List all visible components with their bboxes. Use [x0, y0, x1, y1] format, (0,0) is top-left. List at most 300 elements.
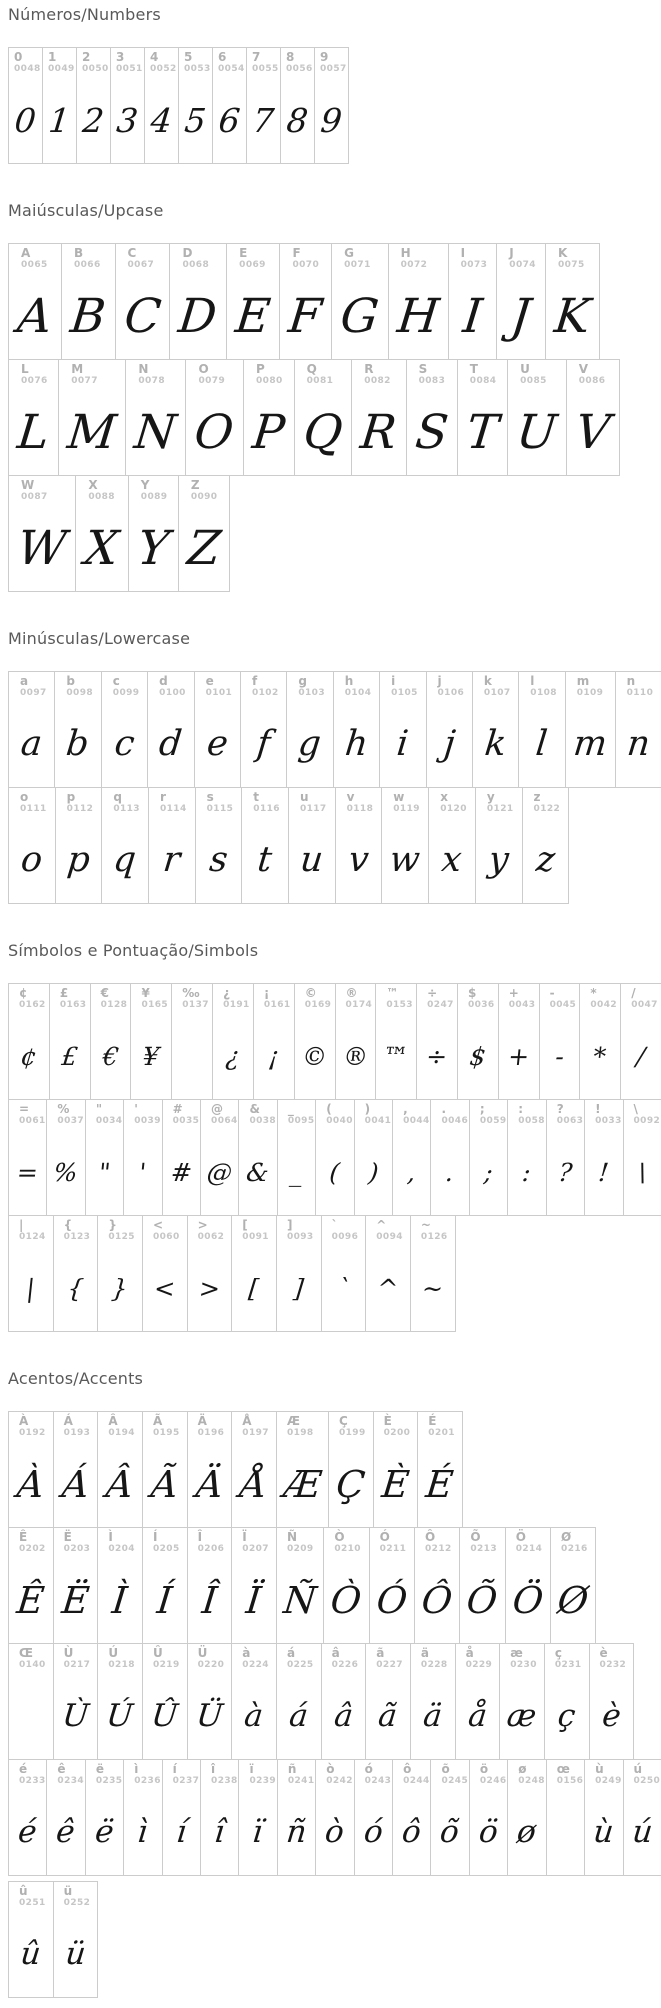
char-cell-header — [481, 672, 510, 698]
char-cell-header — [422, 1528, 452, 1554]
char-glyph: ö — [472, 1786, 505, 1875]
char-cell — [321, 1643, 367, 1760]
char-label: S — [419, 363, 448, 376]
char-glyph: 5 — [176, 74, 214, 163]
char-glyph: 7 — [244, 74, 282, 163]
char-label: Œ — [19, 1647, 46, 1660]
char-glyph: ç — [547, 1670, 586, 1759]
char-cell — [550, 1527, 596, 1644]
char-glyph: i — [383, 698, 422, 787]
char-code: 0115 — [207, 805, 234, 814]
char-glyph: N — [131, 386, 181, 475]
char-code: 0220 — [198, 1661, 225, 1670]
section-title: Números/Numbers — [8, 5, 661, 24]
char-label: . — [441, 1103, 461, 1116]
char-grid — [8, 671, 661, 904]
char-code: 0233 — [19, 1777, 39, 1786]
char-cell-header — [131, 1100, 154, 1126]
char-code: 0207 — [242, 1545, 269, 1554]
char-code: 0048 — [14, 65, 40, 74]
char-label: H — [401, 247, 439, 260]
char-glyph: A — [13, 270, 56, 359]
char-label: + — [509, 987, 532, 1000]
char-glyph: Â — [101, 1438, 140, 1527]
char-code: 0200 — [384, 1429, 411, 1438]
char-code: 0052 — [150, 65, 176, 74]
char-grid-row — [8, 359, 661, 476]
char-code: 0049 — [48, 65, 74, 74]
char-glyph: H — [393, 270, 443, 359]
char-cell — [42, 47, 77, 164]
char-label: T — [470, 363, 498, 376]
char-cell — [8, 1099, 47, 1216]
char-cell — [53, 1881, 99, 1998]
char-glyph: ã — [369, 1670, 408, 1759]
char-code: 0089 — [141, 493, 169, 502]
char-cell — [623, 1759, 661, 1876]
char-glyph: Z — [183, 502, 225, 591]
char-cell-header — [61, 1644, 91, 1670]
char-code: 0238 — [211, 1777, 231, 1786]
char-cell-header — [400, 1760, 423, 1786]
char-label: ] — [287, 1219, 314, 1232]
char-glyph: Û — [145, 1670, 184, 1759]
char-code: 0196 — [198, 1429, 225, 1438]
char-cell — [392, 1759, 431, 1876]
char-code: 0232 — [600, 1661, 627, 1670]
char-glyph — [11, 1670, 50, 1759]
char-cell-header — [631, 1760, 654, 1786]
char-label: > — [198, 1219, 225, 1232]
char-label: ò — [326, 1763, 346, 1776]
char-cell-header — [61, 1216, 91, 1242]
char-cell-header — [261, 984, 287, 1010]
char-glyph: U — [512, 386, 561, 475]
char-cell-header — [377, 1528, 407, 1554]
char-cell-header — [57, 984, 83, 1010]
char-label: Â — [108, 1415, 135, 1428]
char-label: œ — [557, 1763, 577, 1776]
char-cell-header — [113, 48, 142, 74]
char-cell — [246, 47, 281, 164]
char-label: Å — [242, 1415, 269, 1428]
char-cell — [194, 671, 241, 788]
char-code: 0068 — [182, 261, 217, 270]
char-label: Ó — [380, 1531, 407, 1544]
char-glyph: ò — [319, 1786, 352, 1875]
char-code: 0101 — [206, 689, 232, 698]
char-label: \ — [634, 1103, 654, 1116]
char-cell — [505, 1527, 551, 1644]
char-code: 0113 — [113, 805, 140, 814]
char-glyph: ! — [587, 1126, 620, 1215]
char-glyph: ] — [279, 1242, 318, 1331]
char-label: à — [242, 1647, 269, 1660]
char-glyph: Ë — [56, 1554, 95, 1643]
char-glyph: m — [569, 698, 611, 787]
char-glyph: W — [13, 502, 71, 591]
char-code: 0237 — [173, 1777, 193, 1786]
char-glyph: F — [285, 270, 327, 359]
char-code: 0122 — [534, 805, 561, 814]
char-code: 0227 — [376, 1661, 403, 1670]
char-code: 0072 — [401, 261, 439, 270]
char-glyph: Æ — [279, 1438, 325, 1527]
char-glyph: < — [145, 1242, 184, 1331]
char-code: 0083 — [419, 377, 448, 386]
char-cell-header — [336, 1412, 366, 1438]
char-label: ¥ — [141, 987, 164, 1000]
char-cell-header — [329, 1644, 359, 1670]
char-label: h — [345, 675, 371, 688]
char-glyph: 9 — [312, 74, 350, 163]
char-cell-header — [105, 1216, 135, 1242]
char-label: ù — [595, 1763, 615, 1776]
char-label: ó — [365, 1763, 385, 1776]
char-cell — [280, 47, 315, 164]
char-glyph: 4 — [142, 74, 180, 163]
char-label: ™ — [386, 987, 409, 1000]
char-cell — [416, 983, 458, 1100]
char-label: 1 — [48, 51, 74, 64]
char-code: 0224 — [242, 1661, 269, 1670]
char-cell — [130, 983, 172, 1100]
char-cell-header — [531, 788, 561, 814]
char-glyph: € — [93, 1010, 128, 1099]
char-label: í — [173, 1763, 193, 1776]
section-title: Minúsculas/Lowercase — [8, 629, 661, 648]
char-cell — [457, 359, 508, 476]
char-cell-header — [16, 1216, 46, 1242]
char-cell-header — [85, 476, 118, 502]
char-glyph: ~ — [413, 1242, 452, 1331]
char-label: Q — [307, 363, 343, 376]
char-label: m — [577, 675, 607, 688]
char-cell — [185, 359, 244, 476]
char-cell-header — [93, 1100, 116, 1126]
char-cell-header — [527, 672, 556, 698]
char-cell-header — [179, 244, 217, 270]
char-glyph: Õ — [463, 1554, 503, 1643]
char-code: 0118 — [347, 805, 374, 814]
char-cell-header — [68, 360, 116, 386]
char-glyph: T — [462, 386, 503, 475]
char-cell — [123, 1099, 162, 1216]
char-label: G — [344, 247, 379, 260]
char-glyph: Í — [145, 1554, 184, 1643]
char-label: ú — [634, 1763, 654, 1776]
char-code: 0210 — [334, 1545, 361, 1554]
char-glyph: a — [12, 698, 51, 787]
char-cell-header — [381, 1412, 411, 1438]
char-glyph: Ç — [331, 1438, 370, 1527]
char-glyph: \ — [626, 1126, 659, 1215]
char-cell-header — [390, 788, 420, 814]
char-label: ( — [326, 1103, 346, 1116]
char-label: x — [440, 791, 467, 804]
char-code: 0073 — [461, 261, 488, 270]
char-label: I — [461, 247, 488, 260]
char-label: f — [252, 675, 278, 688]
char-glyph: ó — [357, 1786, 390, 1875]
char-cell — [335, 787, 383, 904]
char-cell — [566, 359, 620, 476]
char-cell — [110, 47, 145, 164]
section-title: Acentos/Accents — [8, 1369, 661, 1388]
char-cell-header — [179, 984, 205, 1010]
char-cell-header — [344, 788, 374, 814]
char-grid-row — [8, 671, 661, 788]
char-code: 0195 — [153, 1429, 180, 1438]
char-cell-header — [16, 1528, 46, 1554]
char-glyph: l — [523, 698, 562, 787]
char-cell — [76, 47, 111, 164]
char-code: 0211 — [380, 1545, 407, 1554]
char-cell-header — [181, 48, 210, 74]
char-glyph: ¿ — [215, 1010, 250, 1099]
char-label: [ — [242, 1219, 269, 1232]
char-glyph: / — [624, 1010, 659, 1099]
char-cell-header — [250, 788, 280, 814]
char-cell-header — [558, 1528, 588, 1554]
char-cell — [426, 671, 473, 788]
char-glyph: D — [175, 270, 222, 359]
char-cell — [565, 671, 616, 788]
char-label: d — [159, 675, 185, 688]
char-cell — [8, 1643, 54, 1760]
char-code: 0047 — [631, 1001, 654, 1010]
char-label: 8 — [286, 51, 312, 64]
char-cell-header — [388, 672, 417, 698]
char-glyph: # — [165, 1126, 198, 1215]
char-cell-header — [16, 1100, 39, 1126]
char-cell — [240, 671, 287, 788]
char-label: ï — [249, 1763, 269, 1776]
char-cell — [623, 1099, 661, 1216]
char-glyph: q — [106, 814, 145, 903]
char-label: W — [21, 479, 66, 492]
char-cell-header — [458, 244, 488, 270]
char-cell — [200, 1099, 239, 1216]
char-cell-header — [438, 1100, 461, 1126]
char-cell-header — [18, 476, 66, 502]
char-code: 0248 — [518, 1777, 538, 1786]
char-cell — [241, 787, 289, 904]
char-cell-header — [249, 48, 278, 74]
char-label: F — [292, 247, 322, 260]
char-code: 0075 — [558, 261, 590, 270]
char-glyph: R — [357, 386, 402, 475]
char-cell-header — [150, 1216, 180, 1242]
char-cell-header — [150, 1528, 180, 1554]
char-code: 0099 — [113, 689, 139, 698]
char-code: 0081 — [307, 377, 343, 386]
char-cell — [142, 1215, 188, 1332]
char-label: w — [393, 791, 420, 804]
char-glyph: ù — [587, 1786, 620, 1875]
char-label: V — [579, 363, 610, 376]
char-label: Ø — [561, 1531, 588, 1544]
char-label: D — [182, 247, 217, 260]
char-cell — [373, 1411, 419, 1528]
char-code: 0054 — [218, 65, 244, 74]
char-label: , — [403, 1103, 423, 1116]
char-cell-header — [203, 672, 232, 698]
char-glyph: c — [105, 698, 144, 787]
char-cell — [97, 1527, 143, 1644]
char-cell — [475, 787, 523, 904]
char-code: 0084 — [470, 377, 498, 386]
char-cell — [294, 359, 353, 476]
char-code: 0102 — [252, 689, 278, 698]
char-cell — [498, 983, 540, 1100]
char-label: ! — [595, 1103, 615, 1116]
char-code: 0061 — [19, 1117, 39, 1126]
char-code: 0067 — [128, 261, 161, 270]
char-cell — [620, 983, 661, 1100]
char-code: 0194 — [108, 1429, 135, 1438]
char-glyph: ø — [511, 1786, 544, 1875]
char-code: 0093 — [287, 1233, 314, 1242]
char-label: = — [19, 1103, 39, 1116]
char-cell — [584, 1759, 623, 1876]
section-numbers — [8, 5, 661, 164]
char-cell — [231, 1411, 277, 1528]
char-cell-header — [362, 1100, 385, 1126]
char-cell-header — [284, 1412, 321, 1438]
char-label: ä — [421, 1647, 448, 1660]
char-cell-header — [297, 788, 327, 814]
char-label: z — [534, 791, 561, 804]
char-code: 0097 — [20, 689, 46, 698]
char-glyph: ÷ — [419, 1010, 454, 1099]
char-cell — [277, 1759, 316, 1876]
char-glyph: ¥ — [134, 1010, 169, 1099]
char-cell-header — [383, 984, 409, 1010]
char-cell-header — [418, 1644, 448, 1670]
char-label: C — [128, 247, 161, 260]
char-cell-header — [79, 48, 108, 74]
char-glyph: 3 — [108, 74, 146, 163]
char-label: ñ — [288, 1763, 308, 1776]
char-glyph: B — [66, 270, 110, 359]
char-label: ö — [480, 1763, 500, 1776]
char-cell — [8, 1881, 54, 1998]
char-code: 0123 — [64, 1233, 91, 1242]
char-glyph: æ — [503, 1670, 542, 1759]
char-glyph: Ì — [101, 1554, 140, 1643]
char-cell — [238, 1099, 277, 1216]
char-label: | — [19, 1219, 46, 1232]
char-cell-header — [239, 1528, 269, 1554]
char-code: 0204 — [108, 1545, 135, 1554]
char-label: Û — [153, 1647, 180, 1660]
char-code: 0063 — [557, 1117, 577, 1126]
char-code: 0107 — [484, 689, 510, 698]
char-cell — [55, 787, 103, 904]
char-glyph: { — [56, 1242, 95, 1331]
char-code: 0119 — [393, 805, 420, 814]
char-cell-header — [105, 1412, 135, 1438]
char-glyph: k — [476, 698, 515, 787]
char-label: Ã — [153, 1415, 180, 1428]
char-cell-header — [467, 360, 498, 386]
char-label: a — [20, 675, 46, 688]
char-cell-header — [249, 672, 278, 698]
char-cell — [85, 1759, 124, 1876]
char-code: 0105 — [391, 689, 417, 698]
char-code: 0243 — [365, 1777, 385, 1786]
char-cell-header — [424, 984, 450, 1010]
char-cell — [333, 671, 380, 788]
char-code: 0059 — [480, 1117, 500, 1126]
char-label: © — [305, 987, 328, 1000]
char-glyph: Ó — [372, 1554, 412, 1643]
char-cell — [8, 1527, 54, 1644]
char-cell — [323, 1527, 369, 1644]
char-label: M — [71, 363, 116, 376]
char-cell — [253, 983, 295, 1100]
section-upcase — [8, 201, 661, 592]
char-label: å — [466, 1647, 493, 1660]
char-cell-header — [285, 1760, 308, 1786]
char-cell — [365, 1215, 411, 1332]
char-glyph: Q — [299, 386, 347, 475]
char-cell — [589, 1643, 635, 1760]
char-grid — [8, 47, 661, 164]
char-label: @ — [211, 1103, 231, 1116]
char-code: 0169 — [305, 1001, 328, 1010]
char-label: Ô — [425, 1531, 452, 1544]
char-glyph: * — [583, 1010, 618, 1099]
char-cell-header — [304, 360, 343, 386]
char-code: 0235 — [96, 1777, 116, 1786]
char-code: 0092 — [634, 1117, 654, 1126]
char-glyph: í — [165, 1786, 198, 1875]
char-cell-header — [631, 1100, 654, 1126]
char-label: b — [66, 675, 92, 688]
char-cell — [75, 475, 128, 592]
char-cell — [406, 359, 458, 476]
char-cell-header — [416, 360, 448, 386]
char-label: O — [198, 363, 234, 376]
char-label: v — [347, 791, 374, 804]
char-label: É — [428, 1415, 455, 1428]
char-label: { — [64, 1219, 91, 1232]
char-code: 0051 — [116, 65, 142, 74]
char-code: 0091 — [242, 1233, 269, 1242]
char-label: ã — [376, 1647, 403, 1660]
char-label: ‰ — [182, 987, 205, 1000]
char-cell — [85, 1099, 124, 1216]
char-code: 0037 — [57, 1117, 77, 1126]
char-code: 0193 — [64, 1429, 91, 1438]
char-cell — [414, 1527, 460, 1644]
char-glyph: Ò — [327, 1554, 367, 1643]
char-glyph: f — [244, 698, 283, 787]
char-label: 3 — [116, 51, 142, 64]
char-label: c — [113, 675, 139, 688]
char-glyph: g — [291, 698, 330, 787]
char-cell — [231, 1527, 277, 1644]
char-glyph: o — [12, 814, 51, 903]
char-cell-header — [555, 244, 590, 270]
char-cell-header — [554, 1760, 577, 1786]
char-cell — [8, 243, 62, 360]
char-code: 0125 — [108, 1233, 135, 1242]
char-cell — [61, 243, 116, 360]
char-cell-header — [465, 984, 491, 1010]
